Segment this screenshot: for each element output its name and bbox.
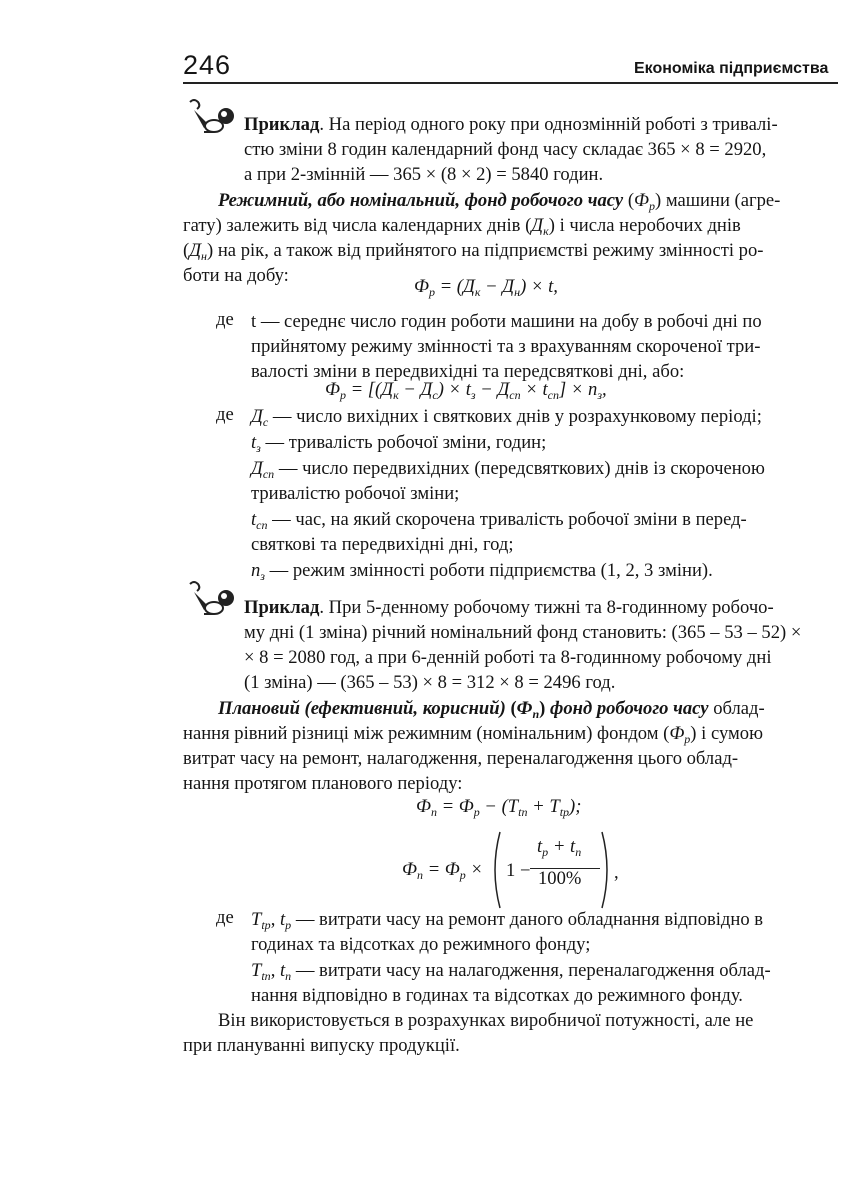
formula-planned-fund-percent: $Ф_п = Ф_р$ × — [402, 859, 483, 882]
planned-line1: Плановий (ефективний, корисний) $(Ф_п)$ фонд робочого часу облад- — [218, 698, 765, 721]
example1-line1: Приклад. На період одного року при однозмінній роботі з тривалі- — [244, 114, 778, 135]
formula-regime-fund-detailed: $Ф_р = [(Д_к - Д_с) \times t_з - Д_{сп} \times t_{сп}] \times n_з$, — [325, 379, 607, 402]
running-title: Економіка підприємства — [634, 60, 829, 77]
formula-numerator: $t_p + t_n$ — [537, 836, 582, 859]
where2-dsp1: $Д_{сп}$ — число передвихідних (передсвяткових) днів із скороченою — [251, 458, 765, 481]
where3-line4: нання відповідно в годинах та відсотках до режимного фонду. — [251, 985, 743, 1006]
example1-line2: стю зміни 8 годин календарний фонд часу складає 365 × 8 = 2920, — [244, 139, 767, 160]
where3-line3: $T_{tn}$, $t_n$ — витрати часу на налагодження, переналагодження облад- — [251, 960, 771, 983]
planned-line4: нання протягом планового періоду: — [183, 773, 463, 794]
formula-one: 1 − — [506, 860, 531, 881]
planned-line3: витрат часу на ремонт, налагодження, переналагодження цього облад- — [183, 748, 739, 769]
page-number: 246 — [183, 50, 232, 80]
where1-line3: валості зміни в передвихідні та передсвяткові дні, або: — [251, 361, 685, 382]
example2-line1: Приклад. При 5-денному робочому тижні та 8-годинному робочо- — [244, 597, 774, 618]
header-rule — [183, 82, 838, 84]
where2-label: де — [216, 404, 234, 425]
formula-denominator: 100% — [538, 868, 582, 889]
where3-label: де — [216, 907, 234, 928]
regime-line1: Режимний, або номінальний, фонд робочого часу $(Ф_р)$ машини (агре- — [218, 190, 781, 213]
where3-line1: $T_{tp}$, $t_p$ — витрати часу на ремонт даного обладнання відповідно в — [251, 909, 764, 932]
where2-tsp1: $t_{сп}$ — час, на який скорочена тривалість робочої зміни в перед- — [251, 509, 747, 532]
where2-tsp2: святкові та передвихідні дні, год; — [251, 534, 514, 555]
example1-line3: а при 2-змінній — 365 × (8 × 2) = 5840 годин. — [244, 164, 604, 185]
example2-line4: (1 зміна) — (365 – 53) × 8 = 312 × 8 = 2496 год. — [244, 672, 616, 693]
where2-dc: $Д_с$ — число вихідних і святкових днів у розрахунковому періоді; — [251, 406, 762, 429]
where3-line2: годинах та відсотках до режимного фонду; — [251, 934, 591, 955]
example2-line3: × 8 = 2080 год, а при 6-денній роботі та 8-годинному робочому дні — [244, 647, 772, 668]
example-pointer-icon — [184, 578, 236, 625]
where1-label: де — [216, 309, 234, 330]
formula-left-paren — [488, 830, 502, 915]
closing-line1: Він використовується в розрахунках виробничої потужності, але не — [218, 1010, 754, 1031]
formula-comma: , — [614, 862, 619, 883]
where2-nz: $n_з$ — режим змінності роботи підприємства (1, 2, 3 зміни). — [251, 560, 713, 583]
planned-line2: нання рівний різниці між режимним (номінальним) фондом $(Ф_р)$ і сумою — [183, 723, 763, 746]
formula-planned-fund: $Ф_п = Ф_р - (T_{tп} + T_{tр})$; — [416, 796, 582, 819]
where1-line2: прийнятому режиму змінності та з врахуванням скороченої три- — [251, 336, 761, 357]
formula-regime-fund: $Ф_р = (Д_к - Д_н) \times t$, — [414, 276, 558, 299]
where2-dsp2: тривалістю робочої зміни; — [251, 483, 460, 504]
closing-line2: при плануванні випуску продукції. — [183, 1035, 460, 1056]
example2-line2: му дні (1 зміна) річний номінальний фонд становить: (365 – 53 – 52) × — [244, 622, 802, 643]
regime-line4: боти на добу: — [183, 265, 289, 286]
formula-right-paren — [600, 830, 614, 915]
regime-line2: гату) залежить від числа календарних днів $(Д_к)$ і числа неробочих днів — [183, 215, 741, 238]
where1-line1: t — середнє число годин роботи машини на добу в робочі дні по — [251, 311, 762, 332]
example-pointer-icon — [184, 96, 236, 143]
regime-line3: $(Д_н)$ на рік, а також від прийнятого на підприємстві режиму змінності ро- — [183, 240, 764, 263]
where2-tz: $t_з$ — тривалість робочої зміни, годин; — [251, 432, 547, 455]
